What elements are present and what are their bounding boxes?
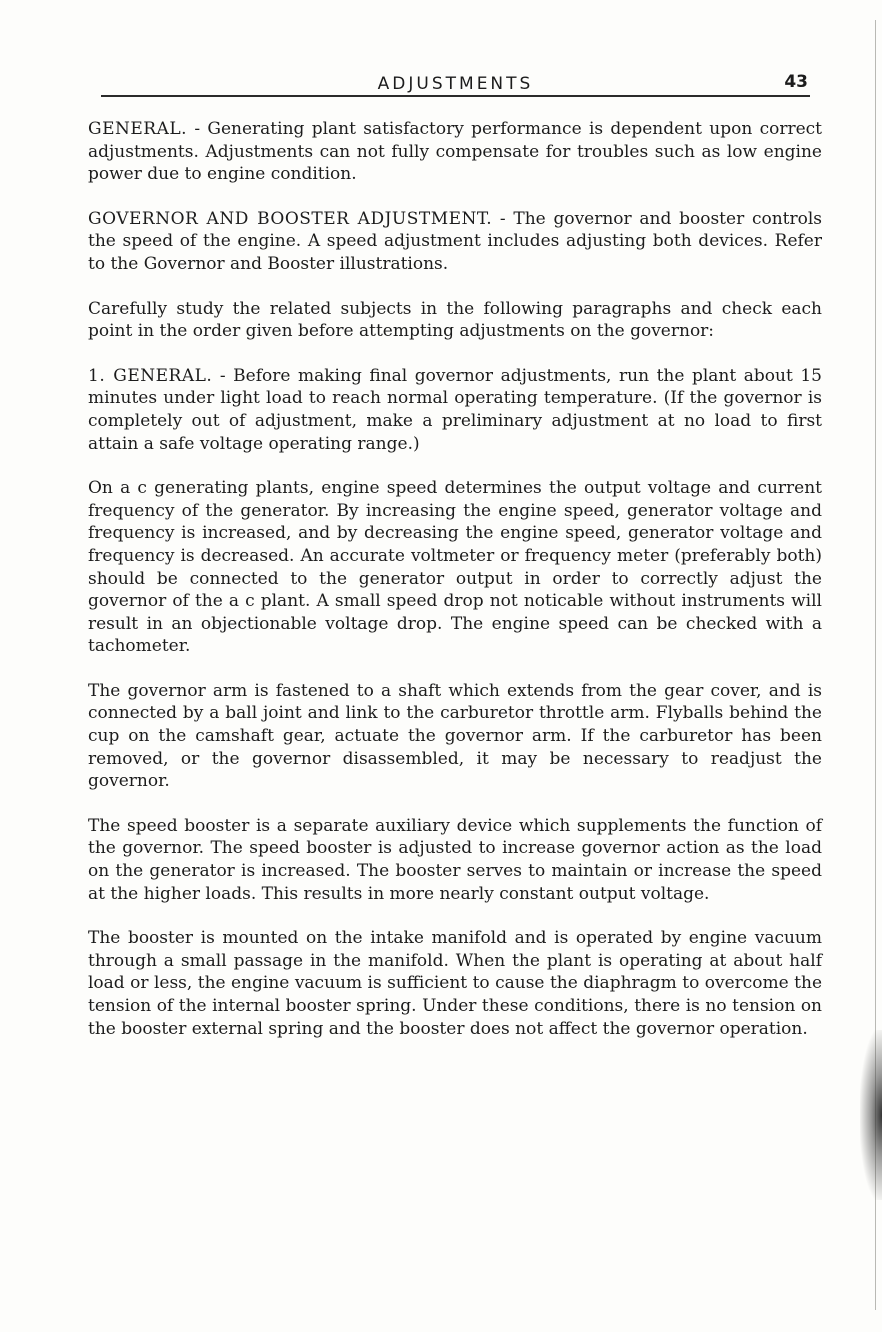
paragraph-speed-booster bbox=[88, 815, 822, 905]
paragraph-text: On a c generating plants, engine speed determines the output voltage and current frequency of the generator. By increasing the engine speed, generator voltage and frequency is increased, and by decreasing the engine speed, generator voltage and frequency is decreased. An accurate voltmeter or frequency meter (preferably both) should be connected to the generator output in order to correctly adjust the governor of the a c plant. A small speed drop not noticable without instruments will result in an objectionable voltage drop. The engine speed can be checked with a tachometer. bbox=[88, 478, 822, 657]
paragraph-ac-plants bbox=[88, 477, 822, 658]
paragraph-governor-arm bbox=[88, 680, 822, 793]
header-title: ADJUSTMENTS bbox=[377, 74, 534, 94]
paragraph-text: - The governor and booster controls the speed of the engine. A speed adjustment includes adjusting both devices. Refer to the Governor and Booster illustrations. bbox=[88, 208, 822, 274]
paragraph-heading: GOVERNOR AND BOOSTER ADJUSTMENT. bbox=[88, 208, 493, 229]
paragraph-text: - Before making final governor adjustments, run the plant about 15 minutes under light load to reach normal operating temperature. (If the governor is completely out of adjustment, make a preliminary adjustment at no load to first attain a safe voltage operating range.) bbox=[88, 365, 822, 454]
paragraph-booster-mounting bbox=[88, 927, 822, 1040]
paragraph-heading: 1. GENERAL. bbox=[88, 365, 213, 386]
paragraph-study bbox=[88, 298, 822, 343]
binding-shadow bbox=[860, 1030, 882, 1200]
paragraph-text: - Generating plant satisfactory performance is dependent upon correct adjustments. Adjustments can not fully compensate for troubles such as low engine power due to engine condition. bbox=[88, 119, 822, 185]
paragraph-text: The governor arm is fastened to a shaft which extends from the gear cover, and is connected by a ball joint and link to the carburetor throttle arm. Flyballs behind the cup on the camshaft gear, actuate the governor arm. If the carburetor has been removed, or the governor disassembled, it may be necessary to readjust the governor. bbox=[88, 680, 822, 792]
paragraph-1-general bbox=[88, 365, 822, 455]
page-number: 43 bbox=[784, 72, 808, 92]
paragraph-text: The speed booster is a separate auxiliary device which supplements the function of the governor. The speed booster is adjusted to increase governor action as the load on the generator is increased. The booster serves to maintain or increase the speed at the higher loads. This results in more nearly constant output voltage. bbox=[88, 815, 822, 904]
paragraph-general bbox=[88, 118, 822, 186]
document-body bbox=[88, 118, 822, 1062]
paragraph-governor-booster bbox=[88, 208, 822, 276]
header-rule bbox=[101, 95, 810, 97]
paragraph-text: The booster is mounted on the intake manifold and is operated by engine vacuum through a small passage in the manifold. When the plant is operating at about half load or less, the engine vacuum is sufficient to cause the diaphragm to overcome the tension of the internal booster spring. Under these conditions, there is no tension on the booster external spring and the booster does not affect the governor operation. bbox=[88, 928, 822, 1039]
page-header bbox=[101, 72, 810, 96]
paragraph-heading: GENERAL. bbox=[88, 119, 188, 139]
paragraph-text: Carefully study the related subjects in the following paragraphs and check each point in the order given before attempting adjustments on the governor: bbox=[88, 298, 822, 342]
